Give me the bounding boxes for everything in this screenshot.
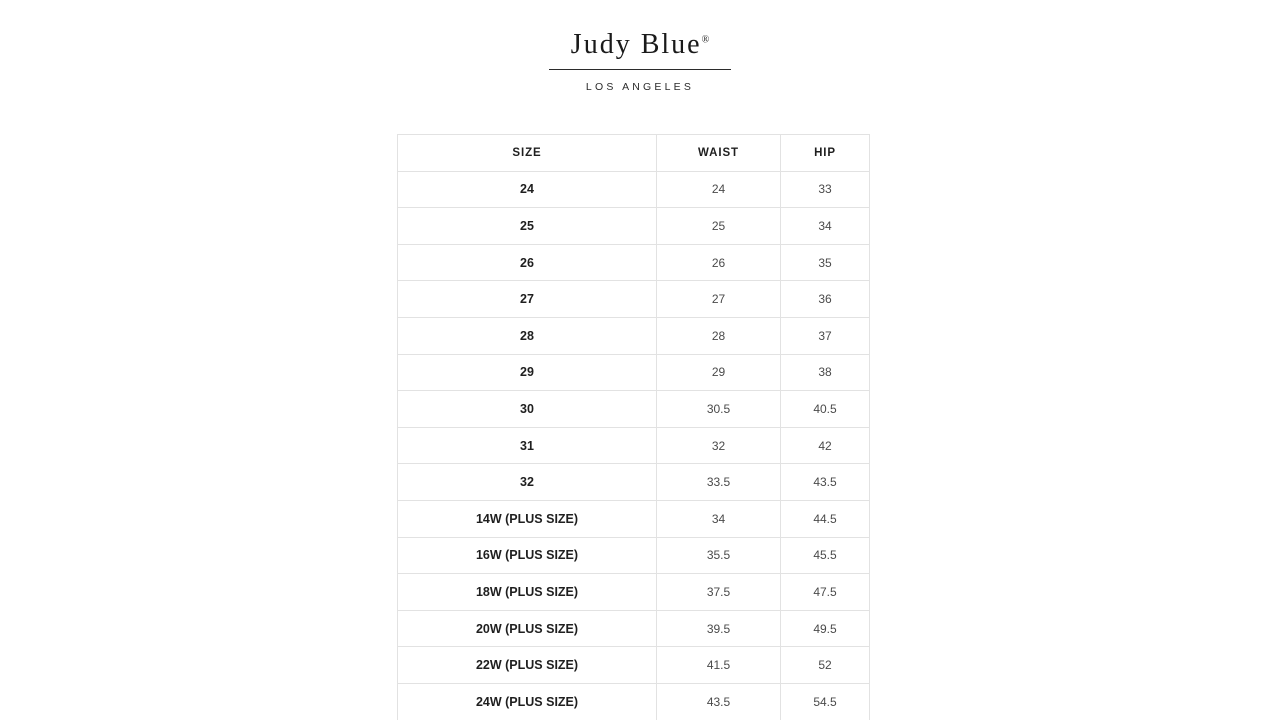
cell-hip: 43.5 xyxy=(781,464,870,501)
size-chart-table-container xyxy=(397,134,869,720)
table-row xyxy=(398,574,870,611)
cell-hip: 44.5 xyxy=(781,500,870,537)
cell-size: 28 xyxy=(398,317,657,354)
cell-waist: 37.5 xyxy=(657,574,781,611)
cell-hip: 34 xyxy=(781,208,870,245)
table-row xyxy=(398,647,870,684)
table-header-row xyxy=(398,135,870,172)
cell-waist: 29 xyxy=(657,354,781,391)
table-row xyxy=(398,317,870,354)
cell-hip: 54.5 xyxy=(781,683,870,720)
size-chart-head xyxy=(398,135,870,172)
cell-hip: 37 xyxy=(781,317,870,354)
cell-waist: 28 xyxy=(657,317,781,354)
column-header-waist: WAIST xyxy=(657,135,781,172)
cell-waist: 30.5 xyxy=(657,391,781,428)
table-row xyxy=(398,391,870,428)
table-row xyxy=(398,354,870,391)
cell-size: 25 xyxy=(398,208,657,245)
cell-waist: 32 xyxy=(657,427,781,464)
brand-tagline: LOS ANGELES xyxy=(585,80,695,93)
cell-hip: 40.5 xyxy=(781,391,870,428)
cell-size: 31 xyxy=(398,427,657,464)
cell-size: 24W (PLUS SIZE) xyxy=(398,683,657,720)
cell-waist: 39.5 xyxy=(657,610,781,647)
cell-waist: 33.5 xyxy=(657,464,781,501)
cell-hip: 52 xyxy=(781,647,870,684)
table-row xyxy=(398,281,870,318)
cell-size: 22W (PLUS SIZE) xyxy=(398,647,657,684)
cell-size: 32 xyxy=(398,464,657,501)
cell-waist: 35.5 xyxy=(657,537,781,574)
table-row xyxy=(398,464,870,501)
table-row xyxy=(398,427,870,464)
table-row xyxy=(398,500,870,537)
cell-hip: 49.5 xyxy=(781,610,870,647)
cell-hip: 47.5 xyxy=(781,574,870,611)
table-row xyxy=(398,683,870,720)
cell-size: 20W (PLUS SIZE) xyxy=(398,610,657,647)
registered-mark: ® xyxy=(701,34,710,46)
cell-hip: 38 xyxy=(781,354,870,391)
cell-waist: 25 xyxy=(657,208,781,245)
cell-hip: 45.5 xyxy=(781,537,870,574)
cell-size: 27 xyxy=(398,281,657,318)
cell-size: 14W (PLUS SIZE) xyxy=(398,500,657,537)
table-row xyxy=(398,537,870,574)
cell-waist: 26 xyxy=(657,244,781,281)
cell-hip: 36 xyxy=(781,281,870,318)
cell-hip: 42 xyxy=(781,427,870,464)
cell-hip: 35 xyxy=(781,244,870,281)
cell-waist: 41.5 xyxy=(657,647,781,684)
cell-size: 29 xyxy=(398,354,657,391)
table-row xyxy=(398,171,870,208)
brand-name-text: Judy Blue xyxy=(570,29,702,60)
cell-hip: 33 xyxy=(781,171,870,208)
cell-size: 16W (PLUS SIZE) xyxy=(398,537,657,574)
brand-divider xyxy=(549,69,731,70)
column-header-size: SIZE xyxy=(398,135,657,172)
cell-size: 18W (PLUS SIZE) xyxy=(398,574,657,611)
size-chart-table xyxy=(397,134,870,720)
cell-size: 26 xyxy=(398,244,657,281)
size-chart-body xyxy=(398,171,870,720)
cell-size: 30 xyxy=(398,391,657,428)
cell-size: 24 xyxy=(398,171,657,208)
cell-waist: 34 xyxy=(657,500,781,537)
table-row xyxy=(398,208,870,245)
table-row xyxy=(398,244,870,281)
cell-waist: 27 xyxy=(657,281,781,318)
cell-waist: 43.5 xyxy=(657,683,781,720)
column-header-hip: HIP xyxy=(781,135,870,172)
table-row xyxy=(398,610,870,647)
brand-header xyxy=(0,30,1280,93)
brand-logo-text xyxy=(571,30,709,61)
cell-waist: 24 xyxy=(657,171,781,208)
